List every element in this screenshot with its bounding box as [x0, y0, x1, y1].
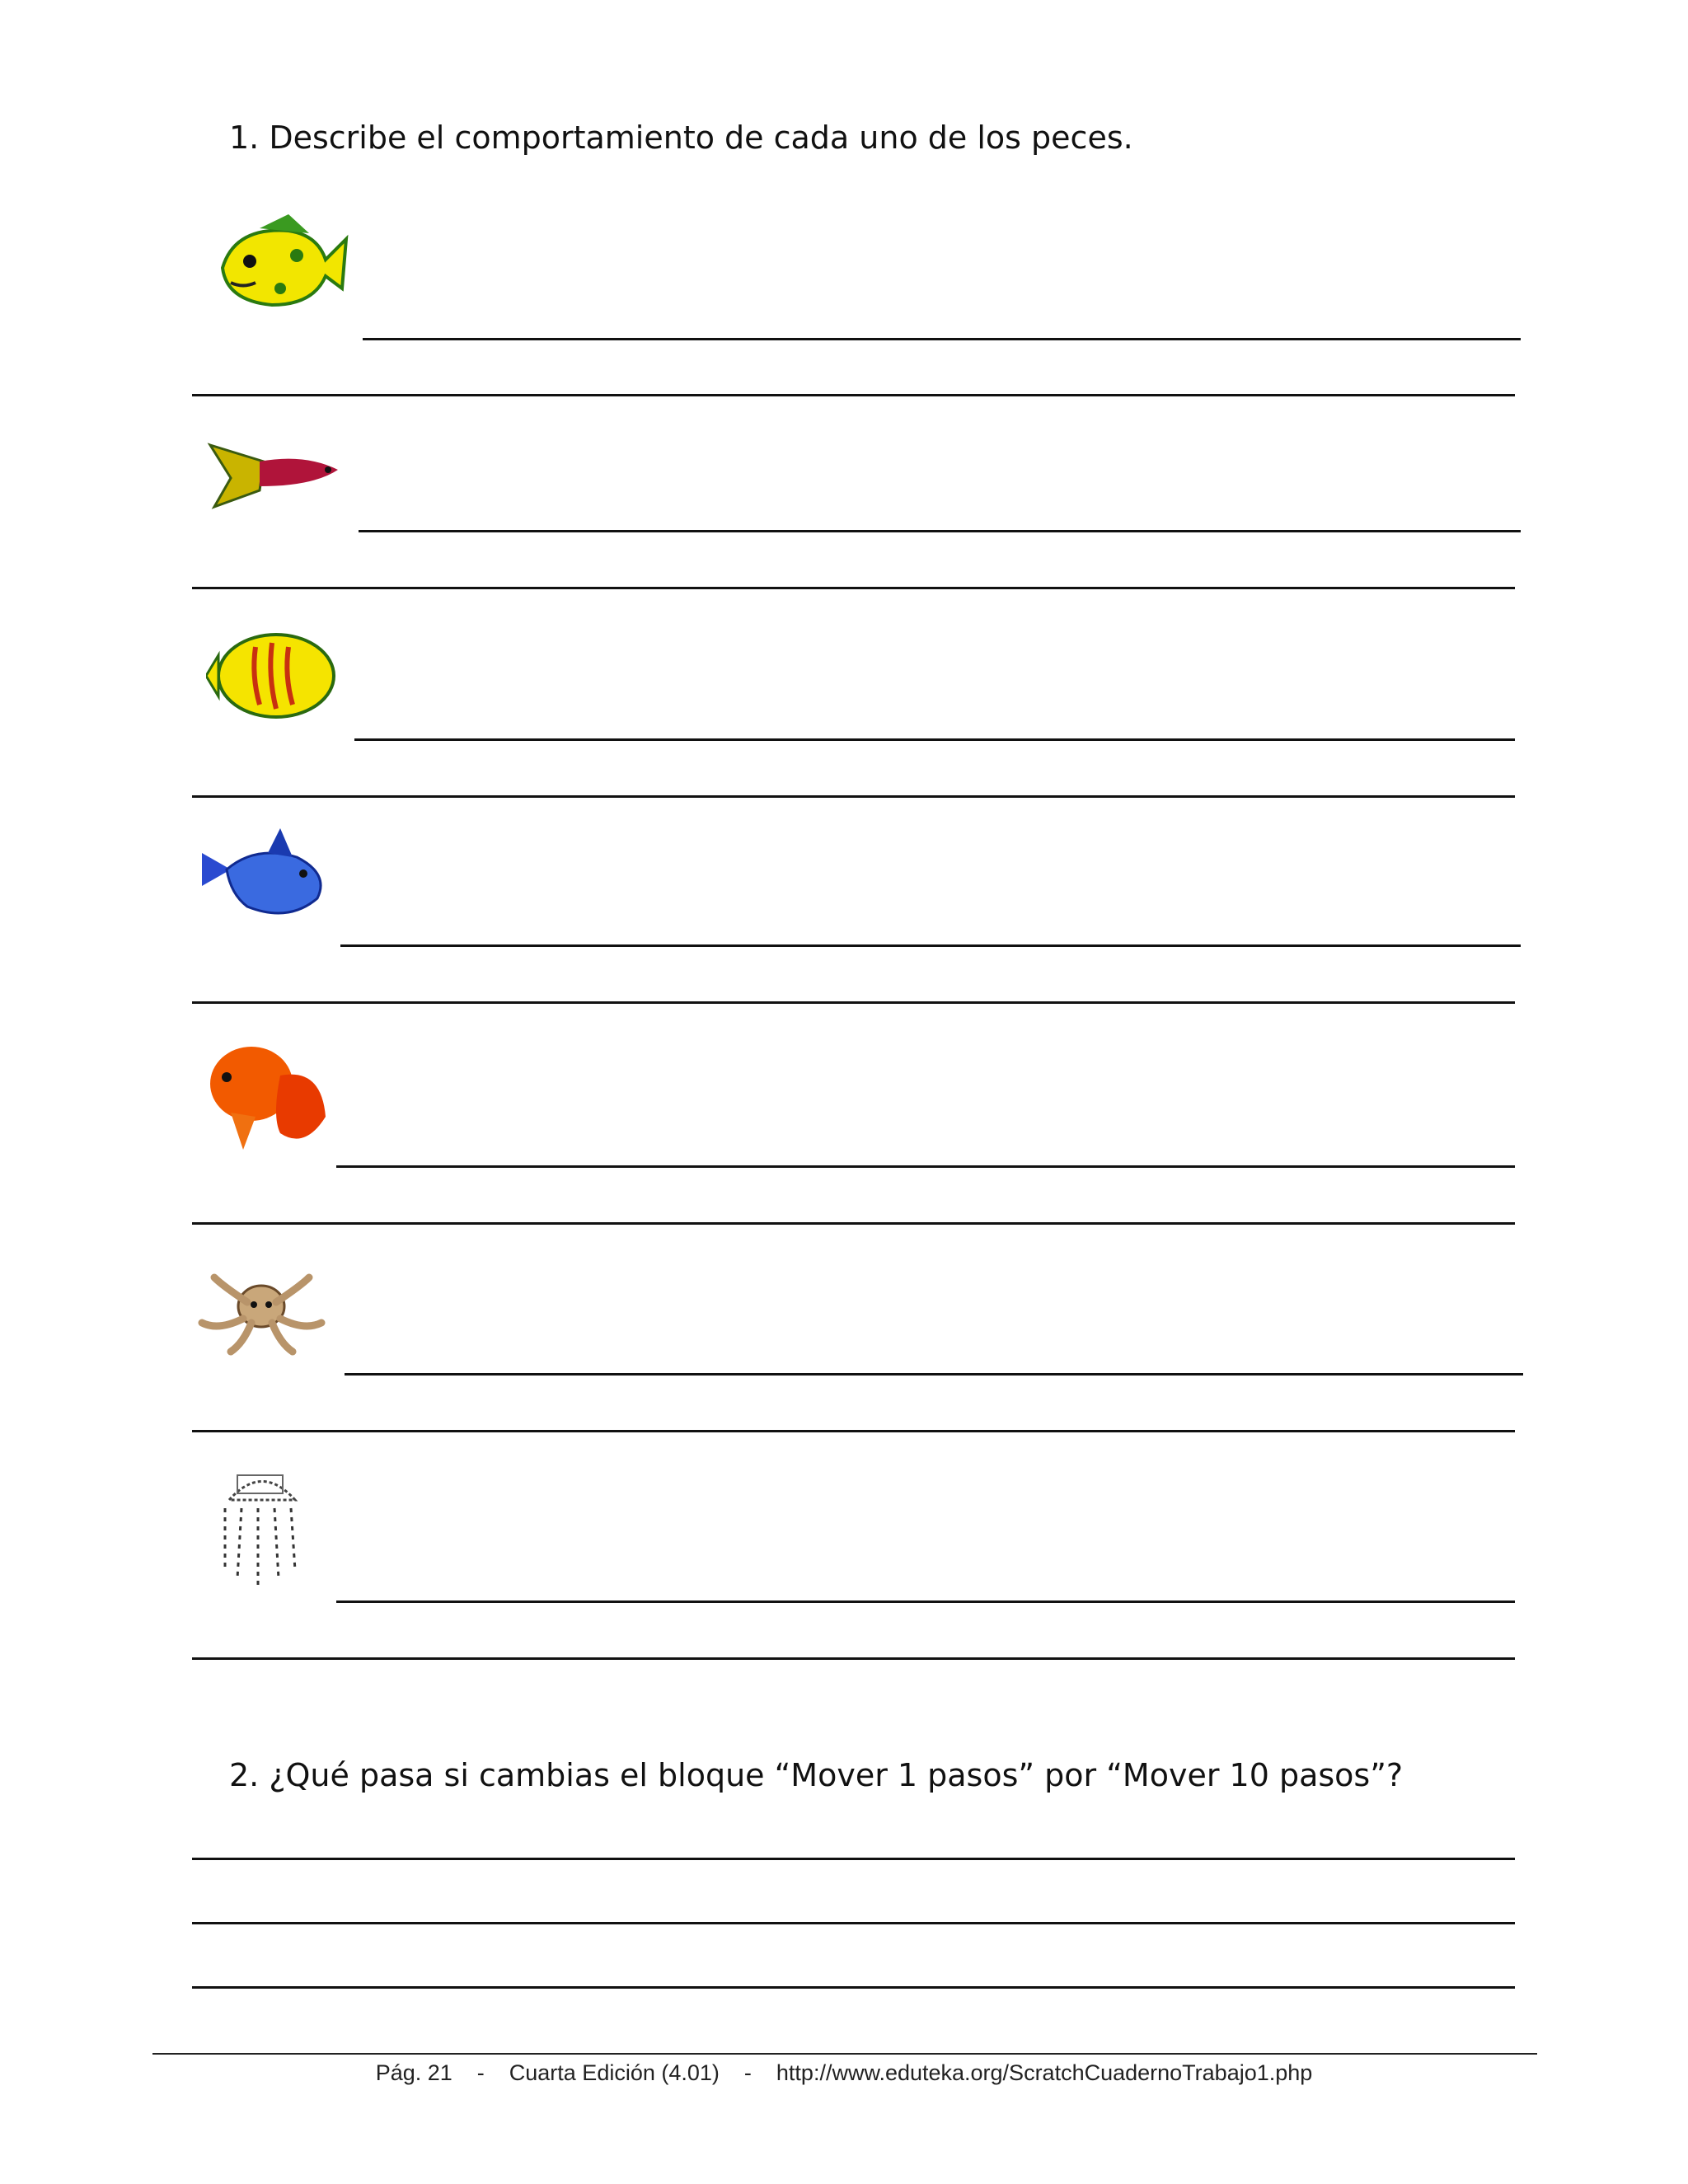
- answer-line[interactable]: [192, 394, 1515, 396]
- answer-line[interactable]: [192, 1222, 1515, 1225]
- answer-line[interactable]: [192, 587, 1515, 589]
- guppy-fish-icon: [206, 433, 346, 511]
- question-2: 2. ¿Qué pasa si cambias el bloque “Mover 1 pasos” por “Mover 10 pasos”?: [229, 1757, 1404, 1793]
- answer-line[interactable]: [359, 530, 1521, 532]
- jellyfish-icon: [213, 1463, 312, 1595]
- octopus-icon: [198, 1273, 326, 1356]
- answer-line[interactable]: [336, 1601, 1515, 1603]
- page-footer: [0, 2060, 1688, 2086]
- answer-line[interactable]: [192, 1430, 1515, 1432]
- footer-url[interactable]: http://www.eduteka.org/ScratchCuadernoTrabajo1.php: [776, 2060, 1313, 2085]
- edition-label: Cuarta Edición (4.01): [509, 2060, 720, 2085]
- answer-line[interactable]: [336, 1165, 1515, 1168]
- footer-divider: [152, 2053, 1537, 2055]
- footer-separator: -: [476, 2060, 485, 2085]
- yellow-fish-icon: [210, 210, 350, 321]
- answer-line[interactable]: [345, 1373, 1523, 1376]
- answer-line[interactable]: [192, 1001, 1515, 1004]
- question-1: 1. Describe el comportamiento de cada uno de los peces.: [229, 120, 1133, 156]
- answer-line[interactable]: [363, 338, 1521, 340]
- answer-line[interactable]: [192, 1858, 1515, 1860]
- answer-line[interactable]: [354, 738, 1515, 741]
- page-number: Pág. 21: [375, 2060, 452, 2085]
- footer-separator: -: [743, 2060, 752, 2085]
- answer-line[interactable]: [192, 795, 1515, 798]
- answer-line[interactable]: [340, 944, 1521, 947]
- answer-line[interactable]: [192, 1986, 1515, 1989]
- answer-line[interactable]: [192, 1922, 1515, 1924]
- goldfish-icon: [198, 1034, 334, 1158]
- blue-fish-icon: [198, 824, 330, 927]
- answer-line[interactable]: [192, 1657, 1515, 1660]
- striped-yellow-fish-icon: [206, 622, 338, 725]
